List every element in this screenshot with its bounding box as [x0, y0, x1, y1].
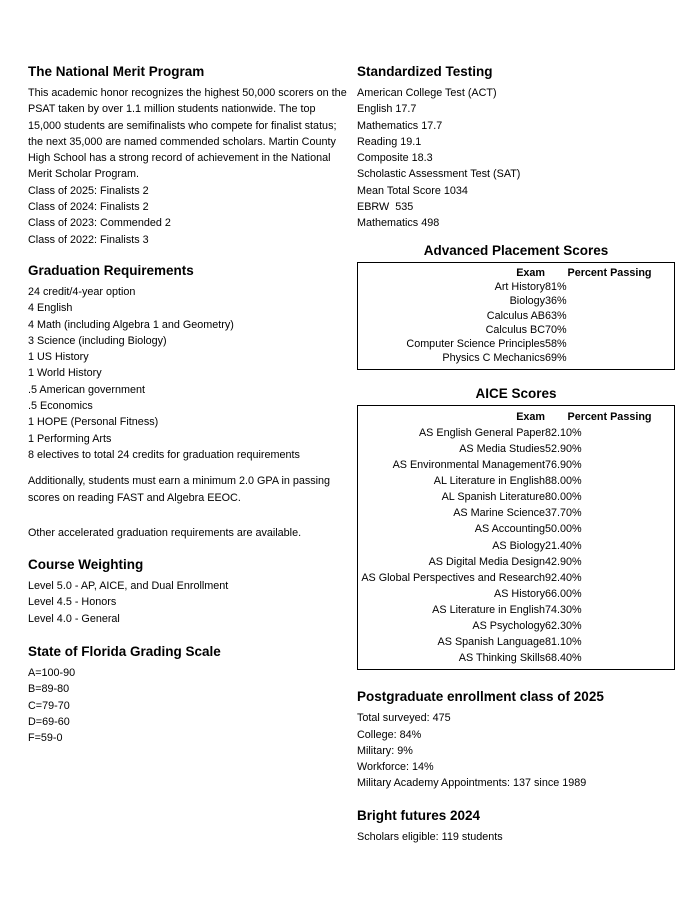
left-column: [28, 58, 349, 747]
table-row: [358, 337, 675, 351]
table-row: [358, 554, 675, 570]
table-row: [358, 351, 675, 369]
table-row: [358, 425, 675, 441]
text-line: Level 4.0 - General: [28, 612, 120, 625]
national-merit-paragraph: This academic honor recognizes the highest 50,000 scorers on the PSAT taken by over 1.1 million students nationwide. The top 15,000 students are semifinalists who compete for finalist status; the next 35,000 are named commended scholars. Martin County High School has a strong record of achievement in the National Merit Scholar Program.: [28, 87, 347, 181]
percent-cell: 70%: [545, 323, 567, 336]
table-row: [358, 473, 675, 489]
national-merit-class-results: [28, 183, 349, 248]
national-merit-title: The National Merit Program: [28, 64, 205, 79]
exam-cell: AS Environmental Management: [392, 459, 546, 472]
exam-cell: AS Psychology: [472, 619, 546, 632]
section-course-weighting: [28, 555, 349, 627]
percent-cell: 37.70%: [545, 507, 582, 520]
grading-scale-list: [28, 665, 349, 746]
exam-cell: AS Marine Science: [453, 507, 546, 520]
table-row: [358, 618, 675, 634]
text-line: English 17.7: [357, 103, 417, 116]
text-line: Class of 2022: Finalists 3: [28, 233, 149, 246]
section-graduation-requirements: [28, 261, 349, 541]
percent-cell: 88.00%: [545, 475, 582, 488]
text-line: 1 World History: [28, 367, 102, 380]
aice-scores-table: [357, 405, 675, 671]
text-line: EBRW 535: [357, 201, 414, 214]
text-line: College: 84%: [357, 728, 422, 741]
ap-scores-title: Advanced Placement Scores: [423, 242, 609, 258]
percent-cell: 66.00%: [545, 587, 582, 600]
text-line: Class of 2024: Finalists 2: [28, 201, 149, 214]
exam-cell: AS English General Paper: [418, 426, 546, 439]
text-line: Composite 18.3: [357, 152, 433, 165]
exam-cell: AS Digital Media Design: [428, 555, 546, 568]
text-line: 8 electives to total 24 credits for graduation requirements: [28, 448, 300, 461]
table-row: [358, 634, 675, 650]
exam-cell: AS Biology: [492, 539, 546, 552]
text-line: Scholars eligible: 119 students: [357, 830, 503, 843]
text-line: Class of 2025: Finalists 2: [28, 184, 149, 197]
text-line: F=59-0: [28, 732, 63, 745]
table-row: [358, 602, 675, 618]
text-line: Workforce: 14%: [357, 761, 434, 774]
table-row: [358, 586, 675, 602]
exam-cell: Calculus AB: [486, 309, 546, 322]
course-weighting-title: Course Weighting: [28, 557, 144, 573]
table-row: [358, 570, 675, 586]
text-line: 3 Science (including Biology): [28, 334, 167, 347]
table-row: [358, 489, 675, 505]
percent-cell: 68.40%: [545, 652, 582, 665]
text-line: Level 4.5 - Honors: [28, 596, 117, 609]
text-line: 1 US History: [28, 351, 89, 364]
text-line: Mathematics 17.7: [357, 119, 443, 132]
ap-scores-table: [357, 262, 675, 370]
table-header-row: [358, 405, 675, 425]
text-line: 1 Performing Arts: [28, 432, 112, 445]
text-line: Class of 2023: Commended 2: [28, 217, 171, 230]
percent-cell: 81%: [545, 280, 567, 293]
section-standardized-testing: [357, 62, 675, 232]
text-line: B=89-80: [28, 683, 70, 696]
table-row: [358, 457, 675, 473]
graduation-requirements-title: Graduation Requirements: [28, 262, 194, 278]
section-ap-scores: [357, 242, 675, 370]
ap-scores-table-body: [358, 280, 675, 369]
exam-cell: AS History: [494, 587, 546, 600]
percent-cell: 81.10%: [545, 636, 582, 649]
text-line: Mathematics 498: [357, 217, 440, 230]
text-line: Mean Total Score 1034: [357, 184, 468, 197]
exam-cell: AS Global Perspectives and Research: [361, 571, 546, 584]
percent-cell: 63%: [545, 309, 567, 322]
text-line: Reading 19.1: [357, 135, 422, 148]
table-row: [358, 505, 675, 521]
grading-scale-title: State of Florida Grading Scale: [28, 644, 221, 660]
exam-cell: AS Accounting: [474, 523, 546, 536]
table-row: [358, 309, 675, 323]
percent-cell: 58%: [545, 338, 567, 351]
table-row: [358, 538, 675, 554]
exam-cell: AS Thinking Skills: [458, 652, 546, 665]
exam-cell: Biology: [509, 295, 546, 308]
percent-cell: 92.40%: [545, 571, 582, 584]
exam-cell: AL Literature in English: [433, 475, 546, 488]
text-line: Military: 9%: [357, 744, 413, 757]
exam-cell: Computer Science Principles: [406, 338, 546, 351]
bright-futures-lines: [357, 829, 675, 845]
standardized-testing-lines: [357, 85, 675, 232]
table-row: [358, 521, 675, 537]
text-line: A=100-90: [28, 667, 76, 680]
section-aice-scores: [357, 385, 675, 671]
percent-cell: 62.30%: [545, 619, 582, 632]
exam-column-header: Exam: [516, 410, 546, 423]
text-line: D=69-60: [28, 715, 70, 728]
graduation-requirements-list: [28, 284, 349, 463]
text-line: Total surveyed: 475: [357, 712, 451, 725]
aice-scores-title: AICE Scores: [475, 385, 557, 401]
text-line: 4 English: [28, 302, 73, 315]
percent-cell: 69%: [545, 352, 567, 365]
text-line: .5 Economics: [28, 400, 93, 413]
text-line: 1 HOPE (Personal Fitness): [28, 416, 159, 429]
percent-cell: 74.30%: [545, 603, 582, 616]
text-line: 4 Math (including Algebra 1 and Geometry): [28, 318, 234, 331]
percent-cell: 76.90%: [545, 459, 582, 472]
course-weighting-levels: [28, 578, 349, 627]
percent-passing-column-header: Percent Passing: [567, 410, 652, 423]
table-row: [358, 280, 675, 294]
text-line: 24 credit/4-year option: [28, 285, 136, 298]
text-line: C=79-70: [28, 699, 70, 712]
table-row: [358, 650, 675, 670]
percent-cell: 36%: [545, 295, 567, 308]
table-row: [358, 323, 675, 337]
table-row: [358, 294, 675, 308]
accelerated-note: Other accelerated graduation requirements are available.: [28, 526, 302, 539]
aice-scores-table-body: [358, 425, 675, 670]
exam-cell: AS Spanish Language: [437, 636, 546, 649]
section-national-merit: [28, 62, 349, 248]
section-grading-scale: [28, 642, 349, 746]
right-column: [357, 58, 675, 845]
percent-cell: 80.00%: [545, 491, 582, 504]
percent-cell: 52.90%: [545, 442, 582, 455]
percent-passing-column-header: Percent Passing: [567, 266, 652, 279]
percent-cell: 42.90%: [545, 555, 582, 568]
exam-cell: Art History: [494, 280, 546, 293]
text-line: Military Academy Appointments: 137 since 1989: [357, 777, 587, 790]
table-row: [358, 441, 675, 457]
text-line: Level 5.0 - AP, AICE, and Dual Enrollment: [28, 580, 229, 593]
gpa-note: Additionally, students must earn a minimum 2.0 GPA in passing scores on reading FAST and Algebra EEOC.: [28, 475, 331, 504]
postgraduate-title: Postgraduate enrollment class of 2025: [357, 689, 604, 705]
section-postgraduate: [357, 687, 675, 791]
exam-cell: AL Spanish Literature: [441, 491, 546, 504]
bright-futures-title: Bright futures 2024: [357, 807, 481, 823]
table-header-row: [358, 262, 675, 280]
exam-cell: AS Literature in English: [432, 603, 546, 616]
text-line: Scholastic Assessment Test (SAT): [357, 168, 521, 181]
percent-cell: 21.40%: [545, 539, 582, 552]
text-line: .5 American government: [28, 383, 146, 396]
percent-cell: 50.00%: [545, 523, 582, 536]
exam-cell: Physics C Mechanics: [442, 352, 546, 365]
standardized-testing-title: Standardized Testing: [357, 64, 493, 79]
text-line: American College Test (ACT): [357, 87, 497, 99]
percent-cell: 82.10%: [545, 426, 582, 439]
exam-column-header: Exam: [516, 266, 546, 279]
section-bright-futures: [357, 806, 675, 845]
exam-cell: AS Media Studies: [459, 442, 546, 455]
exam-cell: Calculus BC: [485, 323, 546, 336]
postgraduate-lines: [357, 710, 675, 791]
